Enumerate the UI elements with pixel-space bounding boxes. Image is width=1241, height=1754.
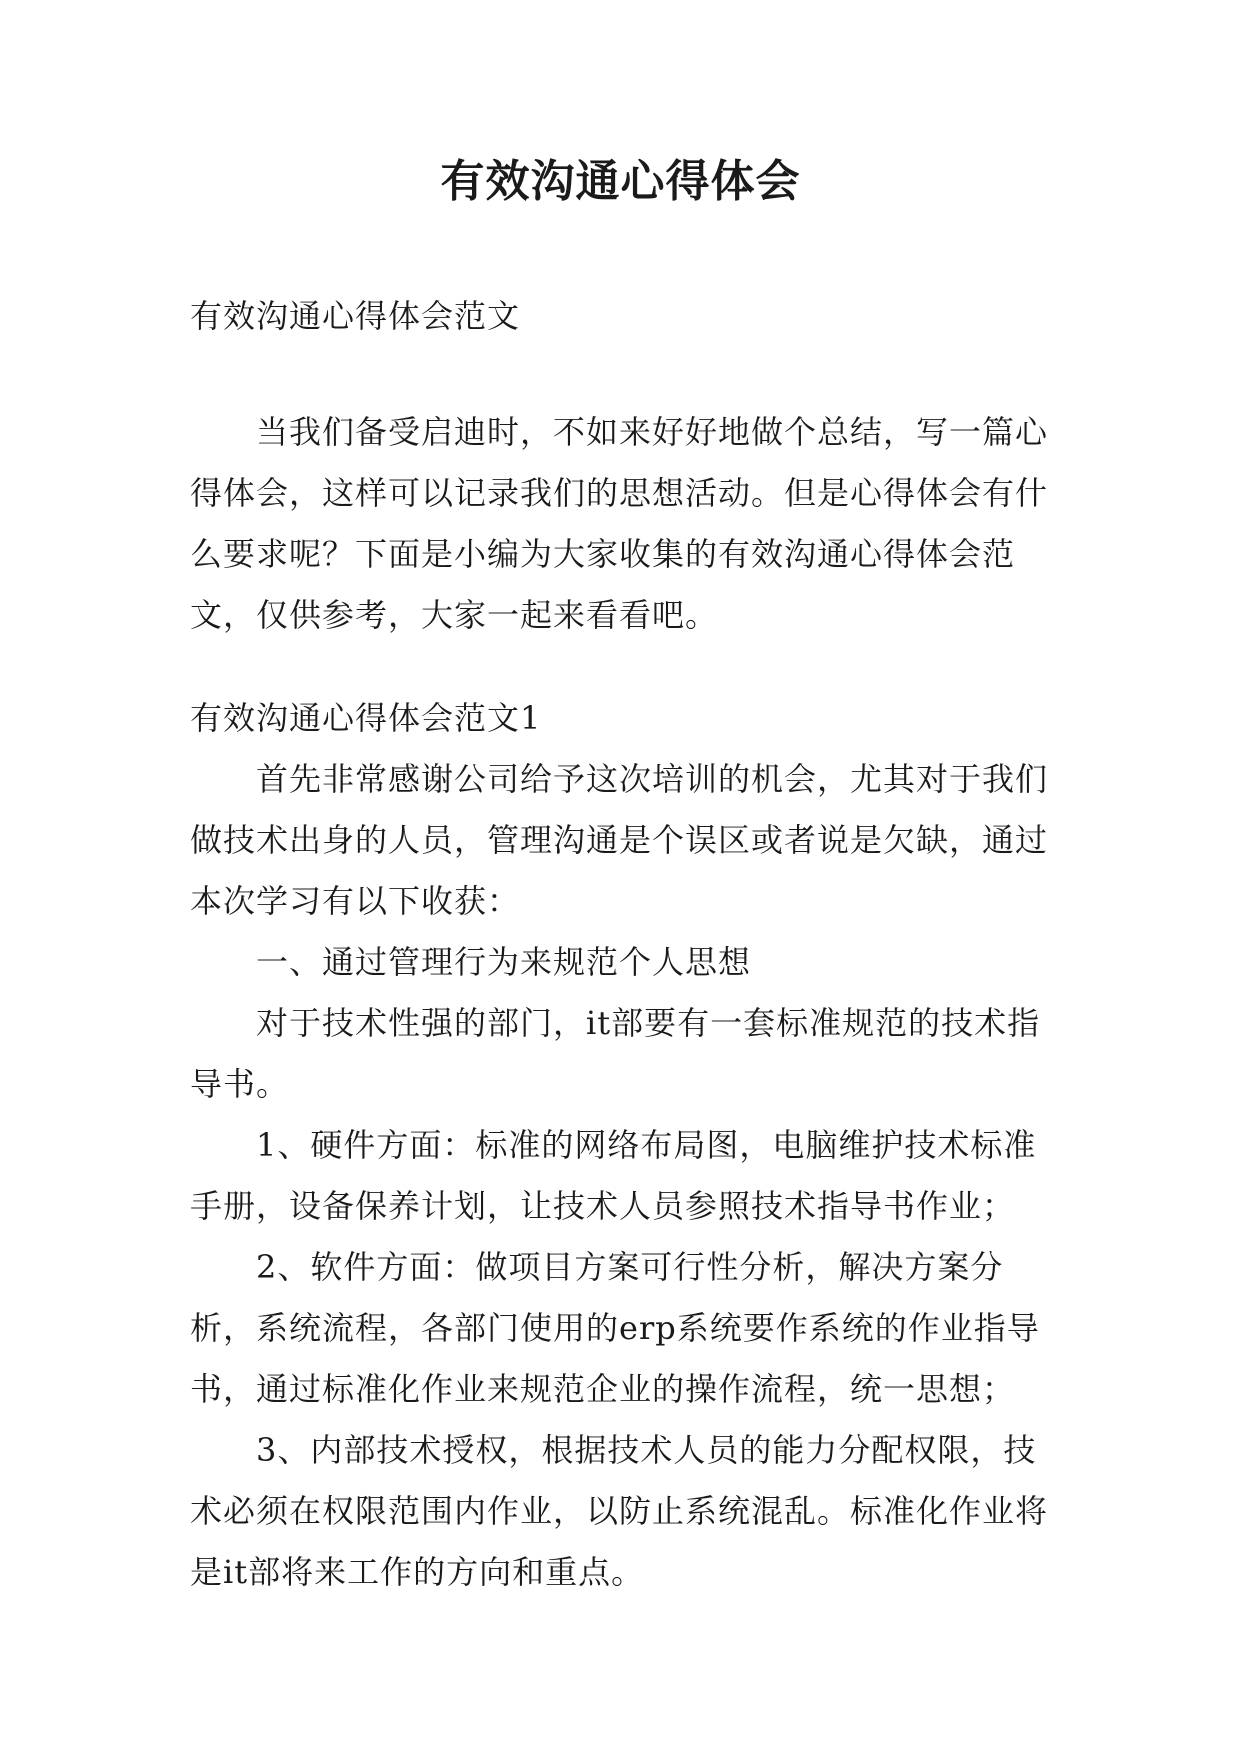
- document-subtitle: 有效沟通心得体会范文: [190, 297, 521, 335]
- section-1-paragraph: 首先非常感谢公司给予这次培训的机会，尤其对于我们做技术出身的人员，管理沟通是个误区或者说是欠缺，通过本次学习有以下收获：: [190, 760, 1049, 920]
- section-1-paragraph: 1、硬件方面：标准的网络布局图，电脑维护技术标准手册，设备保养计划，让技术人员参照技术指导书作业；: [190, 1126, 1037, 1225]
- section-1-paragraph: 2、软件方面：做项目方案可行性分析，解决方案分析，系统流程，各部门使用的erp系统要作系统的作业指导书，通过标准化作业来规范企业的操作流程，统一思想；: [190, 1248, 1040, 1408]
- section-1: [190, 688, 1056, 1603]
- intro-paragraph: 当我们备受启迪时，不如来好好地做个总结，写一篇心得体会，这样可以记录我们的思想活动。但是心得体会有什么要求呢？下面是小编为大家收集的有效沟通心得体会范文，仅供参考，大家一起来看看吧。: [190, 413, 1049, 634]
- section-1-heading: 有效沟通心得体会范文1: [190, 699, 542, 737]
- section-1-paragraph: 对于技术性强的部门，it部要有一套标准规范的技术指导书。: [190, 1004, 1041, 1103]
- section-1-paragraph: 3、内部技术授权，根据技术人员的能力分配权限，技术必须在权限范围内作业，以防止系统混乱。标准化作业将是it部将来工作的方向和重点。: [190, 1431, 1049, 1591]
- section-1-paragraph: 一、通过管理行为来规范个人思想: [256, 943, 752, 981]
- document-title: 有效沟通心得体会: [440, 156, 801, 207]
